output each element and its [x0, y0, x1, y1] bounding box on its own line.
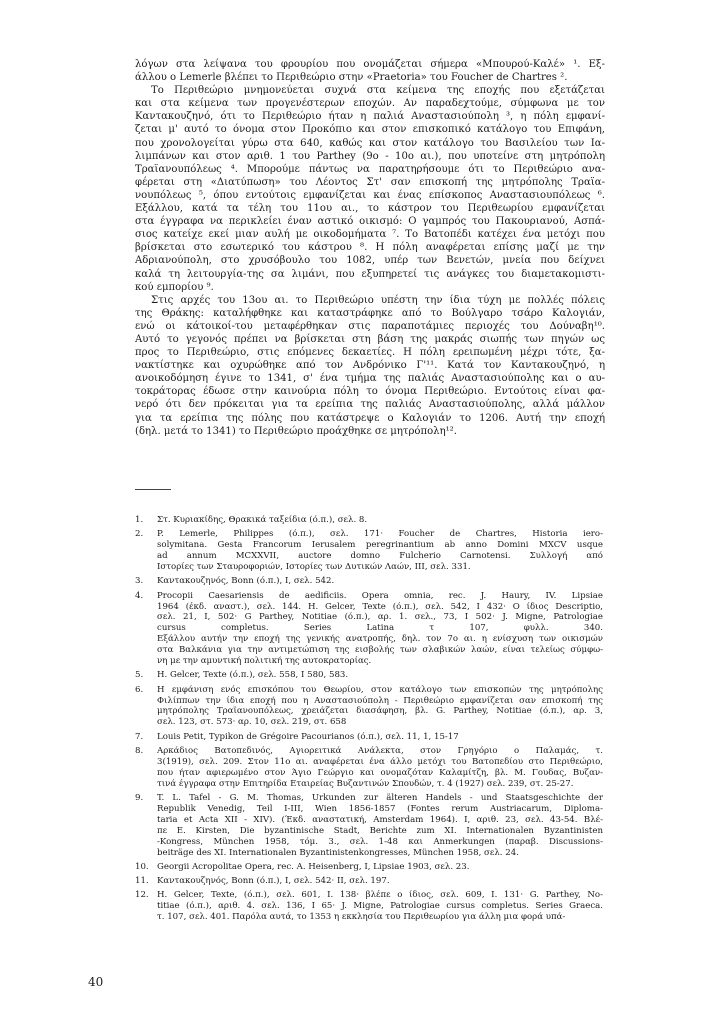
footnote-line: Καντακουζηνός, Bonn (ό.π.), I, σελ. 542· II, σελ. 197.	[157, 876, 390, 887]
footnote	[135, 529, 603, 573]
body-line: νερό ότι δεν πρόκειται για τα ερείπια της παλιάς Αναστασιούπολης, αλλά μάλλον	[135, 399, 605, 411]
footnote-line: H. Gelcer, Texte, (ό.π.), σελ. 601, I. 138· βλέπε ο ίδιος, σελ. 609, I. 131· G. Parthey, No-	[157, 890, 603, 901]
body-line: της Θράκης: καταλήφθηκε και καταστράφηκε από το Βούλγαρο τσάρο Καλογιάν,	[135, 307, 605, 319]
body-line: (δηλ. μετά το 1341) το Περιθεώριο προάχθηκε σε μητρόπολη¹².	[135, 425, 457, 437]
body-line: βρίσκεται στο εσωτερικό του κάστρου ⁸. Η πόλη αναφέρεται επίσης μαζί με την	[135, 242, 605, 254]
footnote-line: Georgii Acropolitae Opera, rec. A. Heisenberg, I, Lipsiae 1903, σελ. 23.	[157, 861, 470, 872]
body-line: Το Περιθεώριο μνημονεύεται συχνά στα κείμενα της εποχής που εξετάζεται	[151, 85, 605, 97]
footnote-line: πε E. Kirsten, Die byzantinische Stadt, Berichte zum XI. Internationalen Byzantinisten	[157, 825, 603, 836]
body-line: νακτίστηκε και οχυρώθηκε από τον Ανδρόνικο Γ'¹¹. Κατά τον Καντακουζηνό, η	[135, 360, 605, 372]
body-line: λόγων στα λείψανα του φρουρίου που ονομάζεται σήμερα «Μπουρού-Καλέ» ¹. Εξ-	[135, 59, 605, 70]
footnote-line: νη με την αμυντική πολιτική της αυτοκρατορίας.	[157, 656, 372, 667]
body-line: λιμπάνων και στον αριθ. 1 του Parthey (9ο - 10ο αι.), που υποτείνε στη μητρόπολη	[135, 150, 605, 162]
footnote-line: μητρόπολης Τραϊανουπόλεως, χρειάζεται διασάφηση, βλ. G. Parthey, Notitiae (ό.π.), αρ. 3,	[157, 706, 603, 717]
body-line: που χρονολογείται γύρω στα 640, καθώς και στον κατάλογο του Βασιλείου των Ια-	[135, 137, 605, 149]
body-line: και στα κείμενα των προγενέστερων εποχών. Αν παραδεχτούμε, σύμφωνα με τον	[135, 98, 605, 110]
footnote	[135, 732, 603, 743]
body-line: τοκράτορας έδωσε στην καινούρια πόλη το όνομα Περιθεώριο. Εντούτοις είναι φα-	[135, 386, 605, 398]
footnote-line: Procopii Caesariensis de aedificiis. Opera omnia, rec. J. Haury, IV. Lipsiae	[157, 590, 603, 601]
footnote-line: σελ. 21, I, 502· G Parthey, Notitiae (ό.π.), αρ. 1. σελ., 73, I 502· J. Migne, Patrologiae	[157, 612, 603, 623]
footnote-line: Republik Venedig, Teil I-III, Wien 1856-1857 (Fontes rerum Austriacarum, Diploma-	[157, 803, 603, 814]
footnote-line: Στ. Κυριακίδης, Θρακικά ταξείδια (ό.π.), σελ. 8.	[157, 515, 368, 525]
footnote-line: Αρκάδιος Βατοπεδινός, Αγιορειτικά Ανάλεκτα, στον Γρηγόριο ο Παλαμάς, τ.	[157, 745, 603, 756]
footnote	[135, 890, 603, 923]
footnote-line: που ήταν αφιερωμένο στον Άγιο Γεώργιο και ονομαζόταν Καλαμίτζη, βλ. Μ. Γουδας, Βυζαν-	[157, 767, 603, 778]
footnote-line: Ιστορίες των Σταυροφοριών, Ιστορίες των Δυτικών Λαών, III, σελ. 331.	[157, 562, 471, 573]
footnote-number: 11.	[135, 876, 149, 887]
footnote-line: 3(1919), σελ. 209. Στον 11ο αι. αναφέρεται ένα άλλο μετόχι του Βατοπεδίου στο Περιθεώριο,	[157, 756, 603, 767]
footnote	[135, 793, 603, 858]
body-line: για τα ερείπια της πόλης που κατάστρεψε ο Καλογιάν το 1206. Αυτή την εποχή	[135, 412, 605, 424]
body-line: νουπόλεως ⁵, όπου εντούτοις εμφανίζεται και ένας επίσκοπος Αναστασιουπόλεως ⁶.	[135, 189, 605, 201]
footnote-line: Louis Petit, Typikon de Grégoire Pacourianos (ό.π.), σελ. 11, 1, 15-17	[157, 731, 459, 742]
body-line: ανοικοδόμηση έγινε το 1341, σ' ένα τμήμα της παλιάς Αναστασιούπολης και ο αυ-	[135, 373, 605, 385]
footnote-number: 6.	[135, 684, 144, 695]
footnote-line: cursus completus. Series Latina τ 107, φυλλ. 340.	[157, 623, 603, 634]
footnote-number: 3.	[135, 576, 144, 587]
body-line: σιος κατείχε εκεί μιαν αυλή με οικοδομήματα ⁷. Το Βατοπέδι κατέχει ένα μετόχι που	[135, 229, 605, 241]
footnote-line: beiträge des XI. Internationalen Byzantinistenkongresses, München 1958, σελ. 24.	[157, 847, 519, 858]
body-line: στα έγγραφα να περικλείει έναν αστικό οικισμό: Ο γαμπρός του Πακουριανού, Ασπά-	[135, 216, 605, 228]
body-line: Τραϊανουπόλεως ⁴. Μπορούμε πάντως να παρατηρήσουμε ότι το Περιθεώριο ανα-	[135, 163, 605, 175]
footnote-number: 9.	[135, 792, 144, 803]
footnote-number: 4.	[135, 590, 144, 601]
body-text	[135, 58, 605, 438]
body-line: ζεται μ' αυτό το όνομα στον Προκόπιο και στον επισκοπικό κατάλογο του Επιφάνη,	[135, 124, 605, 136]
footnote-line: P. Lemerle, Philippes (ό.π.), σελ. 171· Foucher de Chartres, Historia iero-	[157, 529, 603, 540]
footnote-line: 1964 (έκδ. αναστ.), σελ. 144. H. Gelcer, Texte (ό.π.), σελ. 542, I 432· Ο ίδιος Descriptio,	[157, 601, 603, 612]
footnote-line: -Kongress, München 1958, τόμ. 3., σελ. 1-48 και Anmerkungen (παραβ. Discussions-	[157, 836, 603, 847]
footnote-number: 7.	[135, 731, 144, 742]
footnote-line: Φιλίππων την ίδια εποχή που η Αναστασιούπολη - Περιθεώριο εμφανίζεται σαν επισκοπή της	[157, 695, 603, 706]
body-line: καλά τη λειτουργία-της σα λιμάνι, που εξυπηρετεί τις ανάγκες του διαμετακομιστι-	[135, 268, 605, 280]
footnote-line: στα Βαλκάνια για την αντιμετώπιση της εισβολής των σλαβικών λαών, είναι τελείως σύμφω-	[157, 645, 603, 656]
body-line: Καντακουζηνό, ότι το Περιθεώριο ήταν η παλιά Αναστασιούπολη ³, η πόλη εμφανί-	[135, 111, 605, 123]
footnote	[135, 576, 603, 587]
footnote	[135, 746, 603, 790]
footnote-line: τινά έγγραφα στην Επιτηρίδα Εταιρείας Βυζαντινών Σπουδών, τ. 4 (1927) σελ. 239, στ. 25-27.	[157, 778, 574, 789]
body-line: άλλου ο Lemerle βλέπει το Περιθεώριο στην «Praetoria» του Foucher de Chartres ².	[135, 72, 568, 84]
footnote	[135, 862, 603, 873]
footnote-number: 12.	[135, 890, 149, 901]
footnote-line: titiae (ό.π.), αριθ. 4. σελ. 136, I 65· J. Migne, Patrologiae cursus completus. Series Graeca.	[157, 901, 603, 912]
footnote-number: 1.	[135, 515, 144, 525]
body-line: Αυτό το γεγονός πρέπει να βρίσκεται στη βάση της μακράς σιωπής των πηγών ως	[135, 333, 605, 345]
body-line: Στις αρχές του 13ου αι. το Περιθεώριο υπέστη την ίδια τύχη με πολλές πόλεις	[151, 294, 605, 306]
body-line: Αδριανούπολη, στο χρυσόβουλο του 1082, υπέρ των Βενετών, μνεία που δείχνει	[135, 255, 605, 267]
footnote-line: ad annum MCXXVII, auctore domno Fulcherio Carnotensi. Συλλογή από	[157, 551, 603, 562]
footnote	[135, 515, 603, 526]
body-paragraph	[135, 84, 605, 294]
footnote-line: H. Gelcer, Texte (ό.π.), σελ. 558, I 580, 583.	[157, 670, 349, 681]
footnote-line: T. L. Tafel - G. M. Thomas, Urkunden zur älteren Handels - und Staatsgeschichte der	[157, 792, 603, 803]
footnote	[135, 876, 603, 887]
page-number: 40	[88, 975, 104, 989]
footnote-line: Η εμφάνιση ενός επισκόπου του Θεωρίου, στον κατάλογο των επισκοπών της μητρόπολης	[157, 684, 603, 695]
body-line: ενώ οι κάτοικοί-του μεταφέρθηκαν στις παραποτάμιες περιοχές του Δούναβη¹⁰.	[135, 320, 605, 332]
body-paragraph	[135, 58, 605, 84]
footnote-line: solymitana. Gesta Francorum Ierusalem peregrinantium ab anno Domini MXCV usque	[157, 540, 603, 551]
footnote-number: 5.	[135, 670, 144, 681]
footnotes	[135, 515, 603, 927]
body-line: Εξάλλου, κατά τα τέλη του 11ου αι., το κάστρον του Περιθεωρίου εμφανίζεται	[135, 203, 605, 215]
footnote-number: 10.	[135, 861, 149, 872]
body-line: προς το Περιθεώριο, στις επόμενες δεκαετίες. Η πόλη ερειπωμένη μέχρι τότε, ξα-	[135, 347, 605, 359]
body-line: κού εμπορίου ⁹.	[135, 281, 214, 293]
footnote	[135, 591, 603, 667]
footnote-line: σελ. 123, στ. 573· αρ. 10, σελ. 219, στ. 658	[157, 717, 347, 728]
footnote-divider	[135, 489, 171, 490]
footnote-line: Εξάλλου αυτήν την εποχή της γενικής ανατροπής, δηλ. τον 7ο αι. η ενίσχυση των οικισμών	[157, 634, 603, 645]
footnote-line: τ. 107, σελ. 401. Παρόλα αυτά, το 1353 η εκκλησία του Περιθεωρίου για άλλη μια φορά υπά-	[157, 912, 566, 923]
body-paragraph	[135, 294, 605, 438]
footnote-number: 2.	[135, 529, 144, 540]
footnote-line: Καντακουζηνός, Bonn (ό.π.), I, σελ. 542.	[157, 576, 335, 587]
footnote	[135, 670, 603, 681]
body-line: φέρεται στη «Διατύπωση» του Λέοντος Στ' σαν επισκοπή της μητρόπολης Τραϊα-	[135, 176, 605, 188]
footnote-number: 8.	[135, 745, 144, 756]
footnote	[135, 685, 603, 729]
footnote-line: taria et Acta XII - XIV). (Έκδ. αναστατική, Amsterdam 1964). I, αριθ. 23, σελ. 43-54. Βλέ-	[157, 814, 603, 825]
